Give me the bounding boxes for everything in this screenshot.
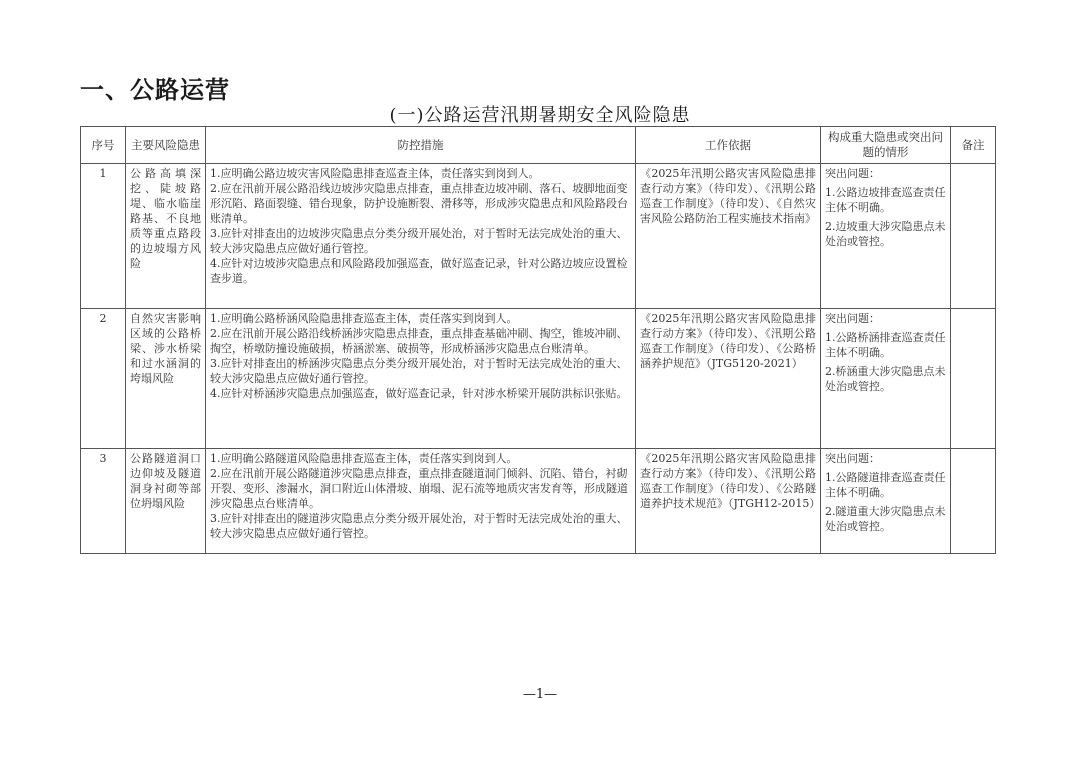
measure-item: 3.应针对排查出的边坡涉灾隐患点分类分级开展处治，对于暂时无法完成处治的重大、较大涉灾隐患点应做好通行管控。 [210,227,628,255]
measure-item: 3.应针对排查出的隧道涉灾隐患点分类分级开展处治，对于暂时无法完成处治的重大、较大涉灾隐患点应做好通行管控。 [210,512,628,540]
measure-item: 2.应在汛前开展公路隧道涉灾隐患点排查，重点排查隧道洞门倾斜、沉陷、错台，衬砌开裂、变形、渗漏水，洞口附近山体滑坡、崩塌、泥石流等地质灾害发育等，形成隧道涉灾隐患点台账清单。 [210,467,628,510]
row-measures [206,449,636,554]
measure-item: 4.应针对桥涵涉灾隐患点加强巡查，做好巡查记录，针对涉水桥梁开展防洪标识张贴。 [210,387,628,400]
row-note [951,449,996,554]
row-measures [206,164,636,309]
issue-item: 突出问题： [825,452,880,465]
table-row [81,449,996,554]
table-row [81,309,996,449]
table-header-row [81,127,996,164]
row-seq: 3 [81,449,126,554]
row-issues [821,449,951,554]
table-title: (一)公路运营汛期暑期安全风险隐患 [389,105,691,126]
row-basis: 《2025年汛期公路灾害风险隐患排查行动方案》（待印发）、《汛期公路巡查工作制度》（待印发）、《公路隧道养护技术规范》（JTGH12-2015） [636,449,821,554]
row-note [951,164,996,309]
row-issues [821,309,951,449]
measure-item: 2.应在汛前开展公路沿线边坡涉灾隐患点排查，重点排查边坡冲刷、落石、坡脚地面变形沉陷、路面裂缝、错台现象，防护设施断裂、滑移等，形成涉灾隐患点和风险路段台账清单。 [210,182,628,225]
measure-item: 4.应针对边坡涉灾隐患点和风险路段加强巡查，做好巡查记录，针对公路边坡应设置检查步道。 [210,257,628,285]
col-header-risk: 主要风险隐患 [126,127,206,164]
issue-item: 2.边坡重大涉灾隐患点未处治或管控。 [825,220,946,248]
measure-item: 3.应针对排查出的桥涵涉灾隐患点分类分级开展处治，对于暂时无法完成处治的重大、较大涉灾隐患点应做好通行管控。 [210,357,628,385]
issue-item: 2.隧道重大涉灾隐患点未处治或管控。 [825,505,946,533]
row-seq: 2 [81,309,126,449]
issue-item: 1.公路桥涵排查巡查责任主体不明确。 [825,331,946,359]
row-basis: 《2025年汛期公路灾害风险隐患排查行动方案》（待印发）、《汛期公路巡查工作制度》（待印发）、《自然灾害风险公路防治工程实施技术指南》 [636,164,821,309]
col-header-basis: 工作依据 [636,127,821,164]
measure-item: 2.应在汛前开展公路沿线桥涵涉灾隐患点排查，重点排查基础冲刷、掏空，锥坡冲刷、掏空，桥墩防撞设施破损，桥涵淤塞、破损等，形成桥涵涉灾隐患点台账清单。 [210,327,628,355]
issue-item: 2.桥涵重大涉灾隐患点未处治或管控。 [825,365,946,393]
measure-item: 1.应明确公路隧道风险隐患排查巡查主体，责任落实到岗到人。 [210,452,518,465]
issue-item: 1.公路边坡排查巡查责任主体不明确。 [825,186,946,214]
col-header-issues: 构成重大隐患或突出问题的情形 [821,127,951,164]
col-header-note: 备注 [951,127,996,164]
row-risk: 公路隧道洞口边仰坡及隧道洞身衬砌等部位坍塌风险 [126,449,206,554]
col-header-measures: 防控措施 [206,127,636,164]
issue-item: 突出问题： [825,312,880,325]
row-measures [206,309,636,449]
measure-item: 1.应明确公路桥涵风险隐患排查巡查主体，责任落实到岗到人。 [210,312,518,325]
table-row [81,164,996,309]
row-risk: 公路高填深挖、陡坡路堤、临水临崖路基、不良地质等重点路段的边坡塌方风险 [126,164,206,309]
issue-item: 1.公路隧道排查巡查责任主体不明确。 [825,471,946,499]
col-header-seq: 序号 [81,127,126,164]
row-basis: 《2025年汛期公路灾害风险隐患排查行动方案》（待印发）、《汛期公路巡查工作制度》（待印发）、《公路桥涵养护规范》（JTG5120-2021） [636,309,821,449]
row-risk: 自然灾害影响区域的公路桥梁、涉水桥梁和过水涵洞的垮塌风险 [126,309,206,449]
row-seq: 1 [81,164,126,309]
row-note [951,309,996,449]
row-issues [821,164,951,309]
page-number: —1— [522,687,558,702]
risk-table [80,126,996,554]
section-heading: 一、公路运营 [80,76,230,104]
measure-item: 1.应明确公路边坡灾害风险隐患排查巡查主体，责任落实到岗到人。 [210,167,540,180]
issue-item: 突出问题： [825,167,880,180]
